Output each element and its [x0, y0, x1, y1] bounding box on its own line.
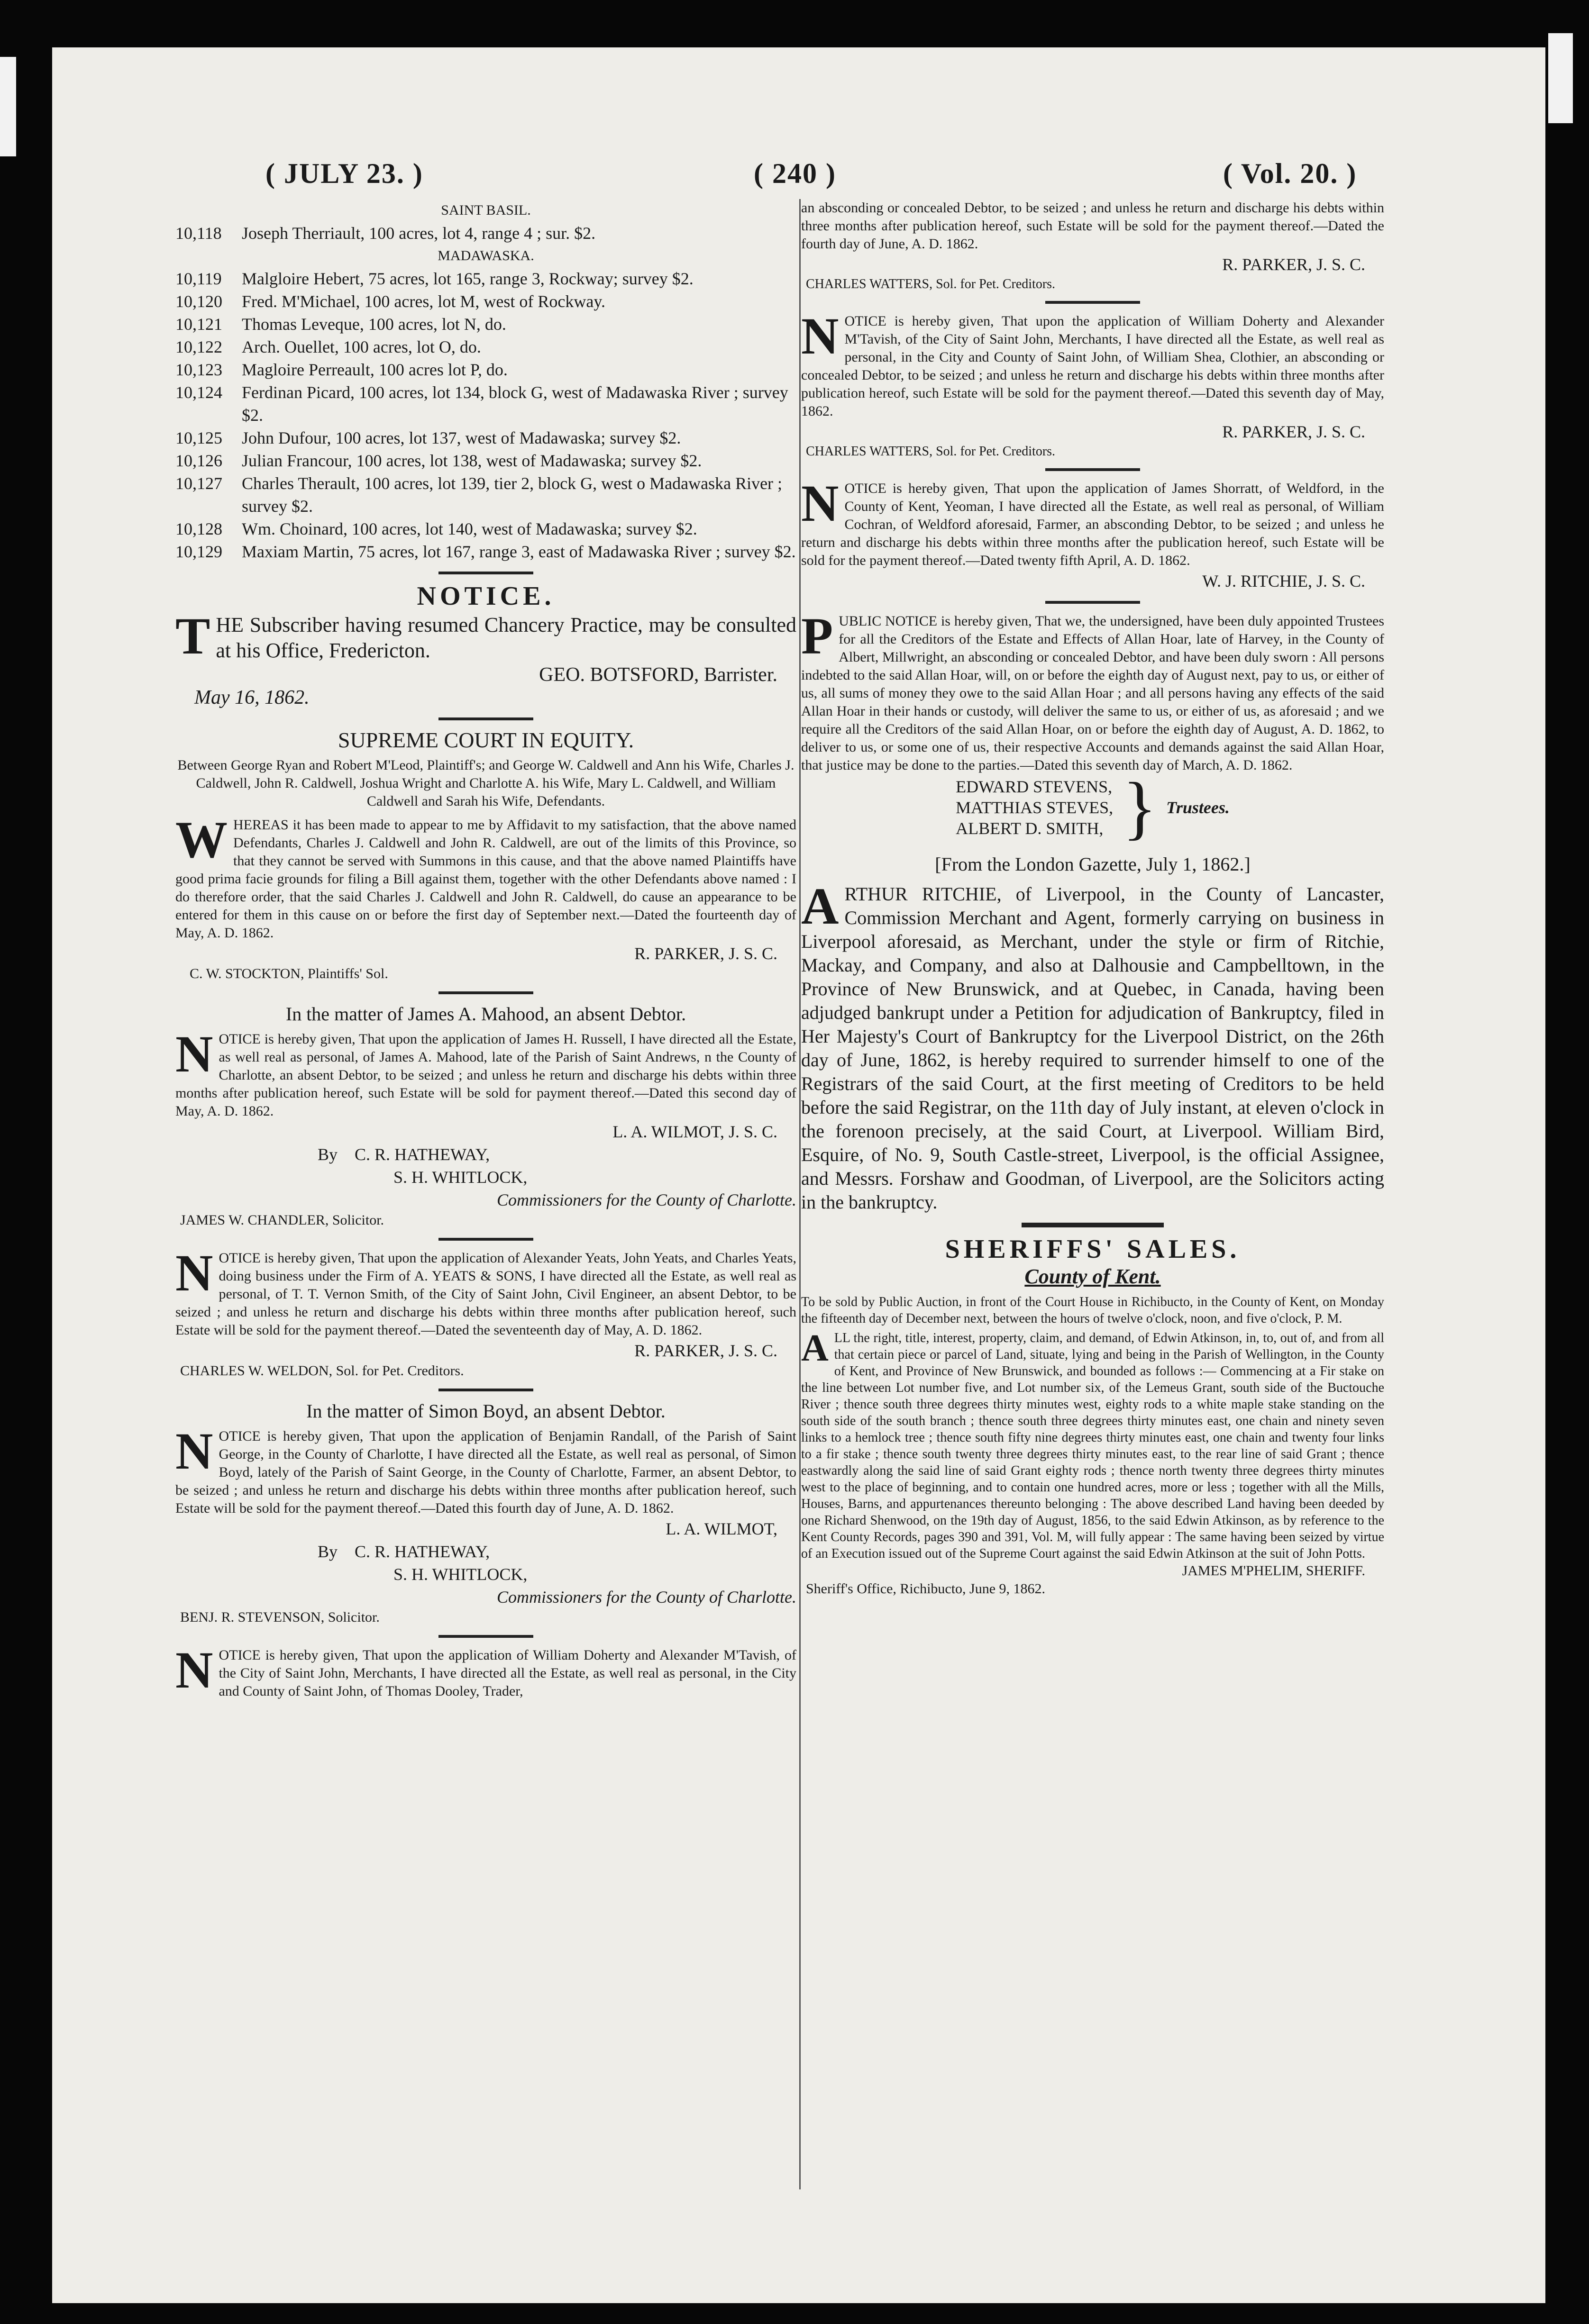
- boyd-signature-3: S. H. WHITLOCK,: [393, 1565, 528, 1584]
- drop-cap: N: [175, 1422, 213, 1480]
- yeats-solicitor: CHARLES W. WELDON, Sol. for Pet. Creditors.: [180, 1363, 464, 1379]
- by-label: By: [318, 1542, 338, 1561]
- lot-number: 10,127: [175, 474, 222, 493]
- mahood-signature-2: C. R. HATHEWAY,: [355, 1145, 490, 1164]
- right-column: [801, 199, 1384, 1598]
- lot-number: 10,118: [175, 224, 222, 243]
- drop-cap: A: [801, 877, 839, 935]
- lot-entry: [175, 472, 796, 517]
- dooley-body: [175, 1641, 796, 1700]
- equity-text: HEREAS it has been made to appear to me by Affidavit to my satisfaction, that the above named Defendants, Charles J. Caldwell and John R. Caldwell, are out of the limits of this Province, so that they cannot be served with Summons in this cause, and that the above named Plaintiffs have good prima facie grounds for filing a Bill against them, together with the other Defendants above named : I do therefore order, that the said Charles J. Caldwell and John R. Caldwell, do cause an appearance to be entered for them in this cause on or before the first day of September next.—Dated the fourteenth day of May, A. D. 1862.: [175, 817, 796, 941]
- drop-cap: A: [801, 1327, 829, 1369]
- lot-number: 10,123: [175, 360, 222, 379]
- header-date: ( JULY 23. ): [265, 158, 423, 189]
- section-rule-heavy: [1022, 1223, 1164, 1227]
- brace-glyph: }: [1123, 768, 1157, 847]
- shea-text: OTICE is hereby given, That upon the application of William Doherty and Alexander M'Tavish, of the City of Saint John, Merchants, I have directed all the Estate, as well real as personal, in the City and County of Saint John, of William Shea, Clothier, an absconding or concealed Debtor, to be seized ; and unless he return and discharge his debts within three months after publication hereof, such Estate will be sold for the payment thereof.—Dated this seventh day of May, 1862.: [801, 313, 1384, 419]
- notice-signature: GEO. BOTSFORD, Barrister.: [539, 664, 777, 686]
- notice-heading: NOTICE.: [417, 581, 555, 611]
- lot-number: 10,121: [175, 315, 222, 334]
- yeats-text: OTICE is hereby given, That upon the application of Alexander Yeats, John Yeats, and Charles Yeats, doing business under the Firm of A. YEATS & SONS, I have directed all the Estate, as well real as personal, of T. T. Vernon Smith, of the City of Saint John, Civil Engineer, an absent Debtor, to be seized ; and unless he return and discharge his debts within three months after publication hereof, such Estate will be sold for the payment thereof.—Dated the seventeenth day of May, A. D. 1862.: [175, 1250, 796, 1338]
- mahood-signature-1: L. A. WILMOT, J. S. C.: [612, 1122, 777, 1141]
- yeats-signature: R. PARKER, J. S. C.: [634, 1341, 777, 1360]
- sheriff-office: Sheriff's Office, Richibucto, June 9, 1862.: [806, 1581, 1046, 1597]
- lot-entry: [175, 313, 796, 336]
- mahood-heading: In the matter of James A. Mahood, an absent Debtor.: [285, 1003, 686, 1025]
- section-saint-basil: SAINT BASIL.: [441, 202, 531, 218]
- lot-text: Ferdinan Picard, 100 acres, lot 134, block G, west of Madawaska River ; survey $2.: [242, 383, 788, 425]
- gazette-heading: [From the London Gazette, July 1, 1862.]: [935, 853, 1251, 875]
- drop-cap: W: [175, 811, 228, 869]
- drop-cap: N: [175, 1025, 213, 1083]
- lot-text: Charles Therault, 100 acres, lot 139, tier 2, block G, west o Madawaska River ; survey $2.: [242, 474, 783, 516]
- equity-parties: Between George Ryan and Robert M'Leod, Plaintiff's; and George W. Caldwell and Ann his Wife, Charles J. Caldwell, John R. Caldwell, Joshua Wright and Charlotte A. his Wife, Mary L. Caldwell, and William Caldwell and Sarah his Wife, Defendants.: [177, 757, 794, 809]
- drop-cap: N: [175, 1641, 213, 1699]
- shea-signature: R. PARKER, J. S. C.: [1222, 422, 1365, 441]
- lot-number: 10,126: [175, 451, 222, 470]
- sheriff-text: LL the right, title, interest, property, claim, and demand, of Edwin Atkinson, in, to, out of, and from all that certain piece or parcel of Land, situate, lying and being in the Parish of Wellington, in the County of Kent, and Province of New Brunswick, and bounded as follows :— Commencing at a Fir stake on the line between Lot number five, and Lot number six, of the Lemeus Grant, south side of the Buctouche River ; thence south three degrees thirty minutes west, eighty rods to a white maple stake standing on the south side of the south branch ; thence south three degrees thirty minutes east, one chain and ninety seven links to a hemlock tree ; thence south fifty nine degrees thirty minutes east, one chain and twenty four links to a fir stake ; thence south twenty three degrees thirty minutes east, to the rear line of said Grant ; thence eastwardly along the said line of said Grant eighty rods ; thence north twenty three degrees thirty minutes west to the place of beginning, and to contain one hundred acres, more or less ; together with all the Mills, Houses, Barns, and appurtenances thereunto belonging : The above described Land having been deeded by one Richard Shenwood, on the 19th day of August, 1856, to the said Edwin Atkinson, as by reference to the Kent County Records, pages 390 and 391, Vol. M, will fully appear : The same having been seized by virtue of an Execution issued out of the Supreme Court against the said Edwin Atkinson at the suit of John Potts.: [801, 1331, 1384, 1561]
- hoar-body: [801, 607, 1384, 774]
- header-volume: ( Vol. 20. ): [1223, 158, 1357, 189]
- scan-edge-right: [1548, 33, 1573, 123]
- lot-entry: [175, 290, 796, 313]
- section-rule: [438, 572, 533, 574]
- gazette-body: [801, 877, 1384, 1214]
- lot-text: Magloire Perreault, 100 acres lot P, do.: [242, 360, 508, 379]
- section-rule: [438, 1389, 533, 1391]
- yeats-body: [175, 1244, 796, 1339]
- notice-chancery: [175, 607, 796, 665]
- column-divider: [799, 199, 801, 2189]
- drop-cap: P: [801, 607, 833, 665]
- lot-entry: [175, 336, 796, 358]
- drop-cap: N: [175, 1244, 213, 1302]
- lot-number: 10,120: [175, 292, 222, 311]
- drop-cap: N: [801, 474, 839, 532]
- cochran-body: [801, 474, 1384, 570]
- equity-solicitor: C. W. STOCKTON, Plaintiffs' Sol.: [190, 966, 388, 981]
- lot-text: Thomas Leveque, 100 acres, lot N, do.: [242, 315, 506, 334]
- section-rule: [438, 1238, 533, 1241]
- lot-entry: [175, 427, 796, 449]
- lot-number: 10,129: [175, 542, 222, 561]
- lot-entry: [175, 222, 796, 245]
- sheriff-signature: JAMES M'PHELIM, SHERIFF.: [1182, 1563, 1365, 1579]
- lot-text: John Dufour, 100 acres, lot 137, west of Madawaska; survey $2.: [242, 428, 681, 447]
- dooley-solicitor: CHARLES WATTERS, Sol. for Pet. Creditors.: [806, 277, 1056, 291]
- by-label: By: [318, 1145, 338, 1164]
- lot-entry: [175, 517, 796, 540]
- mahood-text: OTICE is hereby given, That upon the application of James H. Russell, I have directed all the Estate, as well real as personal, of James A. Mahood, late of the Parish of Saint Andrews, n the County of Charlotte, an absent Debtor, to be seized ; and unless he return and discharge his debts within three months after publication hereof, such Estate will be sold for payment thereof.—Dated this second day of May, A. D. 1862.: [175, 1031, 796, 1119]
- header-page-number: ( 240 ): [754, 158, 836, 189]
- section-madawaska: MADAWASKA.: [438, 248, 534, 263]
- county-heading: County of Kent.: [1024, 1265, 1161, 1288]
- sheriffs-heading: SHERIFFS' SALES.: [945, 1235, 1241, 1264]
- trustees-label: Trustees.: [1166, 798, 1230, 817]
- section-rule: [1045, 468, 1140, 471]
- drop-cap: N: [801, 307, 839, 365]
- cochran-signature: W. J. RITCHIE, J. S. C.: [1202, 572, 1365, 590]
- lot-entry: [175, 449, 796, 472]
- lot-number: 10,124: [175, 383, 222, 402]
- boyd-signature-2: C. R. HATHEWAY,: [355, 1542, 490, 1561]
- sheriff-intro: To be sold by Public Auction, in front of the Court House in Richibucto, in the County of Kent, on Monday the fifteenth day of December next, between the hours of twelve o'clock, noon, and five o'clock, P. M.: [801, 1295, 1384, 1326]
- trustees-block: [801, 768, 1384, 847]
- lot-text: Maxiam Martin, 75 acres, lot 167, range 3, east of Madawaska River ; survey $2.: [242, 542, 796, 561]
- mahood-role: Commissioners for the County of Charlotte.: [496, 1190, 796, 1209]
- lot-number: 10,125: [175, 428, 222, 447]
- section-rule: [438, 717, 533, 720]
- mahood-solicitor: JAMES W. CHANDLER, Solicitor.: [180, 1212, 384, 1228]
- equity-signature: R. PARKER, J. S. C.: [634, 944, 777, 963]
- trustee-names: [956, 776, 1113, 839]
- section-rule: [438, 991, 533, 994]
- mahood-signature-block: [175, 1143, 796, 1166]
- lot-text: Malgloire Hebert, 75 acres, lot 165, range 3, Rockway; survey $2.: [242, 269, 694, 288]
- equity-heading: SUPREME COURT IN EQUITY.: [338, 728, 634, 752]
- dooley-signature: R. PARKER, J. S. C.: [1222, 255, 1365, 274]
- notice-text: HE Subscriber having resumed Chancery Practice, may be consulted at his Office, Fredericton.: [216, 613, 796, 662]
- notice-date: May 16, 1862.: [194, 687, 310, 708]
- equity-body: [175, 811, 796, 942]
- sheriff-body: [801, 1327, 1384, 1562]
- lot-entry: [175, 381, 796, 427]
- dooley-text: OTICE is hereby given, That upon the application of William Doherty and Alexander M'Tavish, of the City of Saint John, Merchants, I have directed all the Estate, as well real as personal, in the City and County of Saint John, of Thomas Dooley, Trader,: [219, 1647, 796, 1699]
- boyd-signature-block: [175, 1540, 796, 1563]
- gazette-text: RTHUR RITCHIE, of Liverpool, in the County of Lancaster, Commission Merchant and Agent, formerly carrying on business in Liverpool aforesaid, as Merchant, under the style or firm of Ritchie, Mackay, and Company, and also at Dalhousie and Campbelltown, in the Province of New Brunswick, and at Quebec, in Canada, having been adjudged bankrupt under a Petition for adjudication of Bankruptcy, filed in Her Majesty's Court of Bankruptcy for the Liverpool District, on the 26th day of June, 1862, is hereby required to surrender himself to one of the Registrars of the said Court, at the first meeting of Creditors to be held before the said Registrar, on the 11th day of July instant, at eleven o'clock in the forenoon precisely, at the said Court, at Liverpool. William Bird, Esquire, of No. 9, South Castle-street, Liverpool, is the official Assignee, and Messrs. Forshaw and Goodman, of Liverpool, are the Solicitors acting in the bankruptcy.: [801, 883, 1384, 1213]
- boyd-text: OTICE is hereby given, That upon the application of Benjamin Randall, of the Parish of Saint George, in the County of Charlotte, I have directed all the Estate, as well real as personal, of Simon Boyd, lately of the Parish of Saint George, in the County of Charlotte, Farmer, an absent Debtor, to be seized ; and unless he return and discharge his debts within three months after publication hereof, such Estate will be sold for the payment thereof.—Dated this fourth day of June, A. D. 1862.: [175, 1428, 796, 1516]
- spacer: [801, 841, 1384, 853]
- boyd-signature-1: L. A. WILMOT,: [666, 1519, 777, 1538]
- shea-solicitor: CHARLES WATTERS, Sol. for Pet. Creditors.: [806, 444, 1056, 459]
- trustee-2: MATTHIAS STEVES,: [956, 798, 1114, 817]
- lot-text: Wm. Choinard, 100 acres, lot 140, west of Madawaska; survey $2.: [242, 519, 697, 538]
- section-rule: [1045, 601, 1140, 604]
- section-rule: [438, 1635, 533, 1638]
- hoar-text: UBLIC NOTICE is hereby given, That we, the undersigned, have been duly appointed Trustees for all the Creditors of the Estate and Effects of Allan Hoar, late of Harvey, in the County of Albert, Millwright, an absconding or concealed Debtor, and have been duly sworn : All persons indebted to the said Allan Hoar, will, on or before the eighth day of August next, pay to us, or either of us, all sums of money they owe to the said Allan Hoar ; and all persons having any effects of the said Allan Hoar in their hands or custody, will deliver the same to us, or either of us, as aforesaid ; and we require all the Creditors of the said Allan Hoar, on or before the eighth day of August, A. D. 1862, to deliver to us, or some one of us, their respective Accounts and demands against the said Allan Hoar, that justice may be done to the parties.—Dated this seventh day of March, A. D. 1862.: [801, 613, 1384, 773]
- dooley-continued: an absconding or concealed Debtor, to be seized ; and unless he return and discharge his debts within three months after publication hereof, such Estate will be sold for the payment thereof.—Dated the fourth day of June, A. D. 1862.: [801, 200, 1384, 252]
- drop-cap: T: [175, 607, 210, 665]
- lot-number: 10,119: [175, 269, 222, 288]
- lot-number: 10,128: [175, 519, 222, 538]
- mahood-body: [175, 1025, 796, 1120]
- scan-edge-left: [0, 57, 16, 156]
- trustee-3: ALBERT D. SMITH,: [956, 819, 1104, 838]
- trustee-1: EDWARD STEVENS,: [956, 777, 1113, 796]
- boyd-solicitor: BENJ. R. STEVENSON, Solicitor.: [180, 1609, 380, 1625]
- lot-text: Arch. Ouellet, 100 acres, lot O, do.: [242, 337, 481, 356]
- mahood-signature-3: S. H. WHITLOCK,: [393, 1168, 528, 1187]
- lot-number: 10,122: [175, 337, 222, 356]
- lot-entry: [175, 540, 796, 563]
- lot-text: Joseph Therriault, 100 acres, lot 4, range 4 ; sur. $2.: [242, 224, 596, 243]
- lot-text: Julian Francour, 100 acres, lot 138, west of Madawaska; survey $2.: [242, 451, 702, 470]
- boyd-heading: In the matter of Simon Boyd, an absent Debtor.: [306, 1400, 666, 1422]
- left-column: [175, 199, 796, 1700]
- boyd-body: [175, 1422, 796, 1517]
- section-rule: [1045, 301, 1140, 304]
- lot-text: Fred. M'Michael, 100 acres, lot M, west of Rockway.: [242, 292, 605, 311]
- cochran-text: OTICE is hereby given, That upon the application of James Shorratt, of Weldford, in the County of Kent, Yeoman, I have directed all the Estate, as well real as personal, of William Cochran, of Weldford aforesaid, Farmer, an absconding Debtor, to be seized ; and unless he return and discharge his debts within three months after the publication hereof, such Estate will be sold for the payment thereof.—Dated twenty fifth April, A. D. 1862.: [801, 481, 1384, 568]
- shea-body: [801, 307, 1384, 420]
- lot-entry: [175, 358, 796, 381]
- lot-entry: [175, 267, 796, 290]
- boyd-role: Commissioners for the County of Charlotte.: [496, 1588, 796, 1607]
